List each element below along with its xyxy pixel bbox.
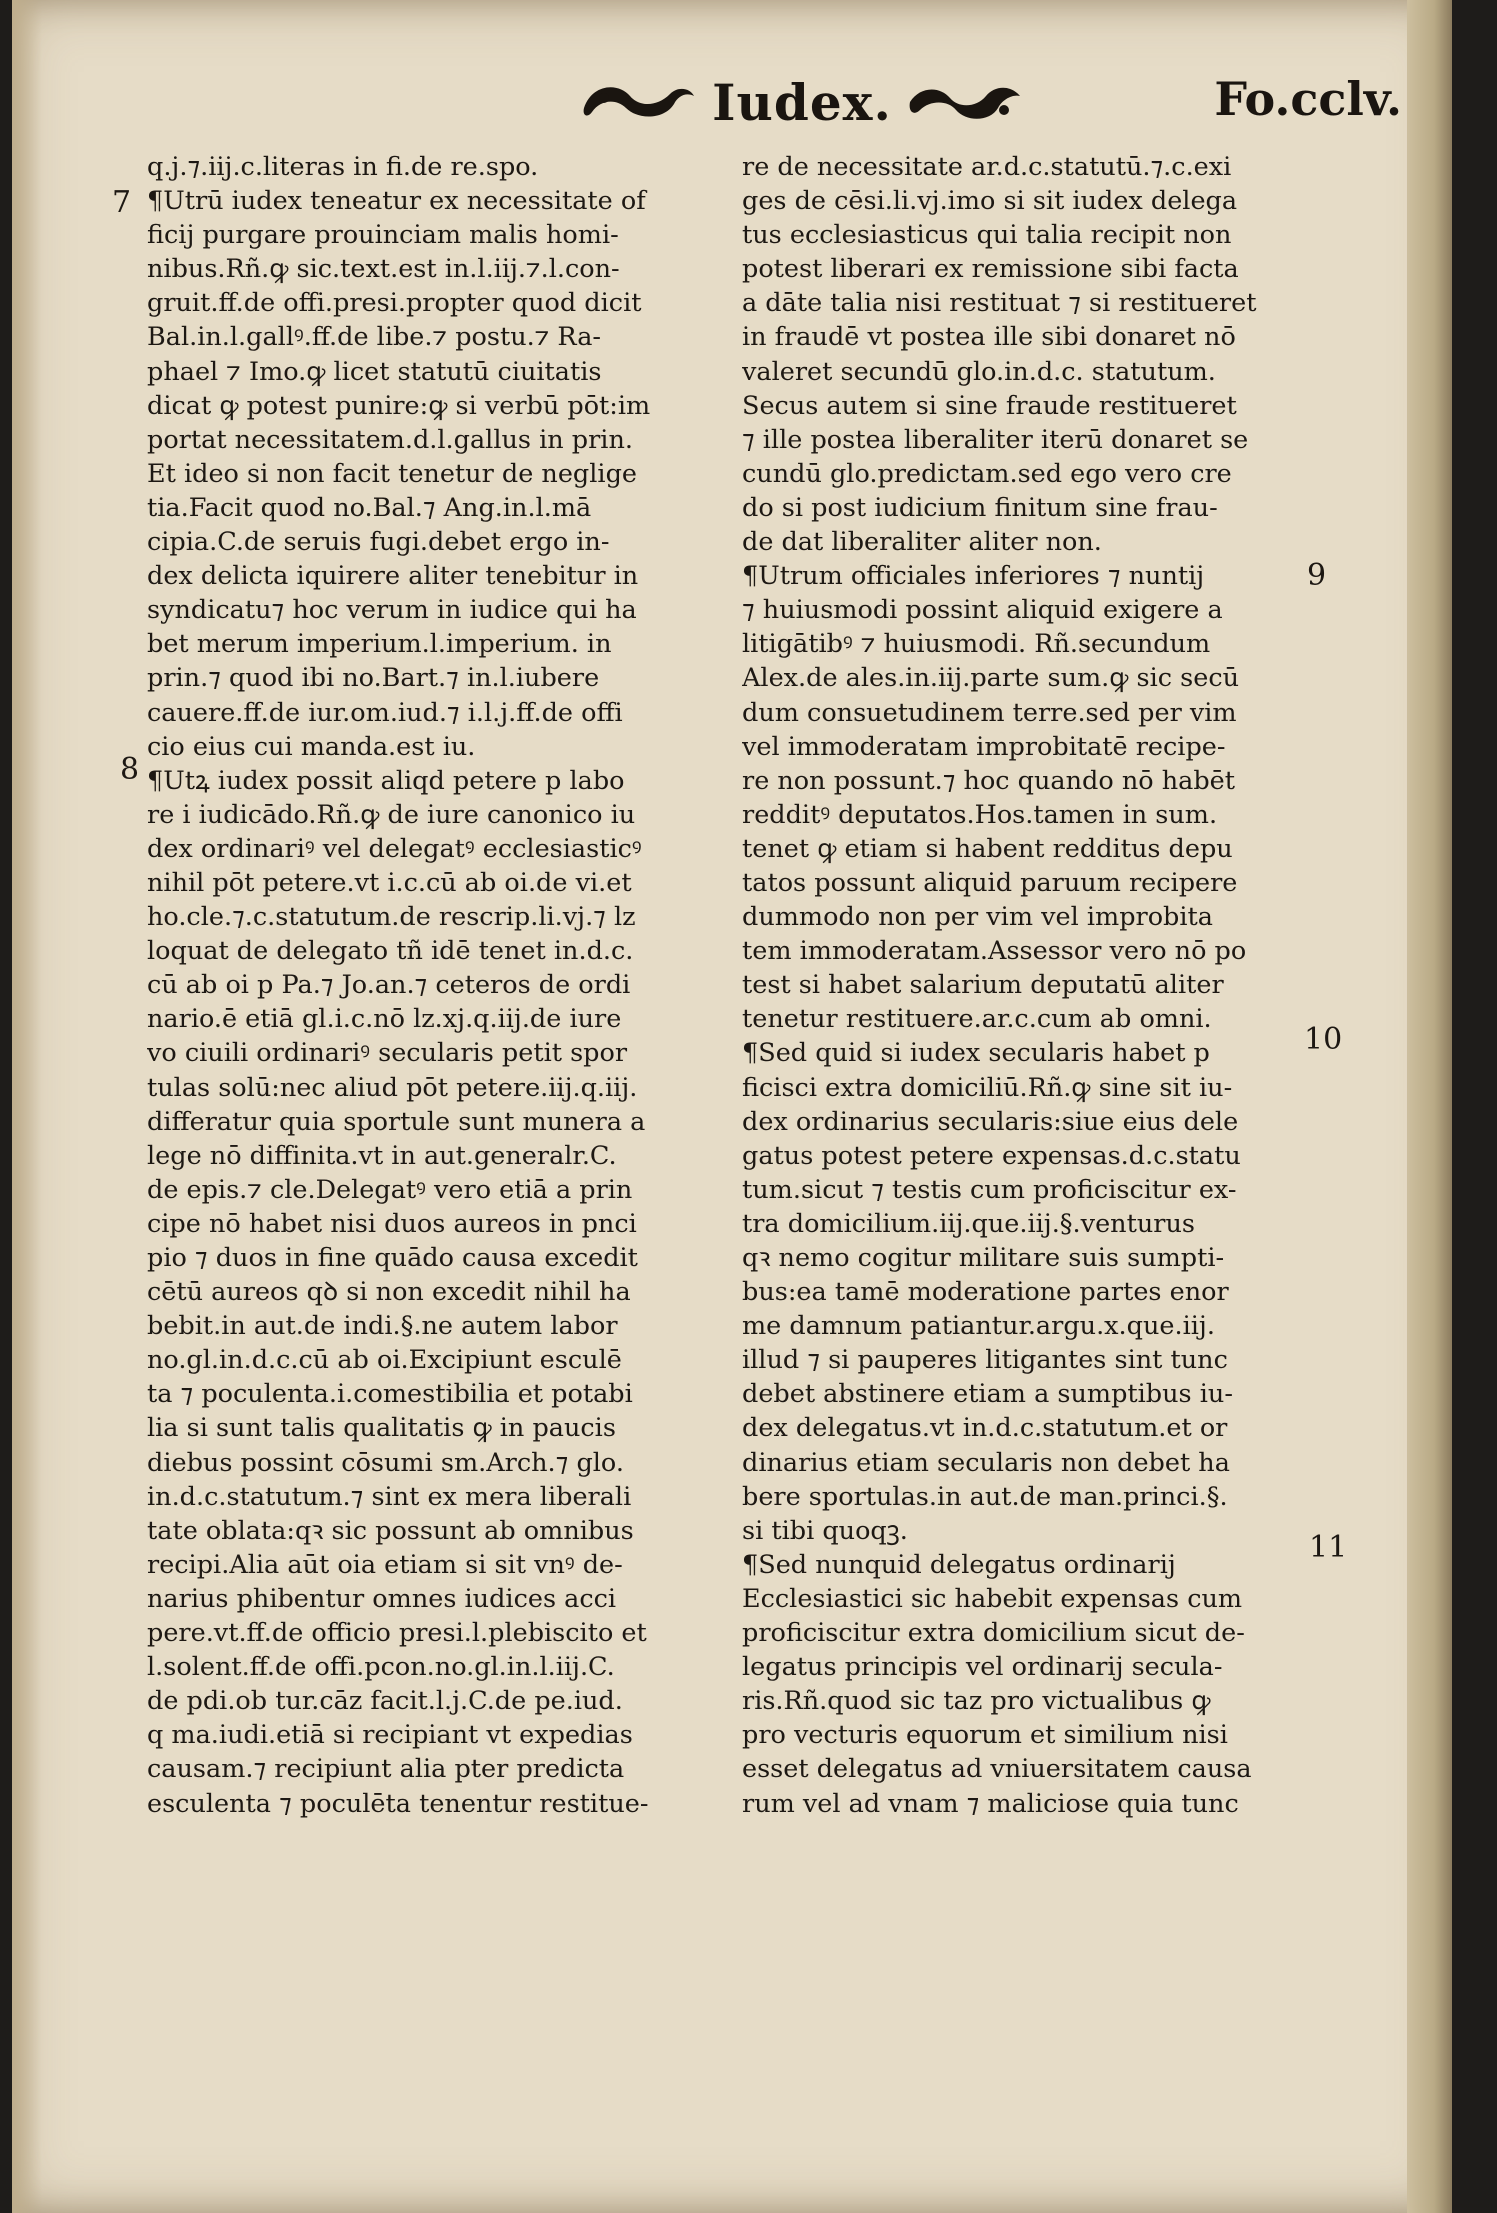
running-title <box>532 62 1072 142</box>
text-line: tus ecclesiasticus qui talia recipit non <box>742 220 1232 251</box>
text-line: potest liberari ex remissione sibi facta <box>742 254 1239 285</box>
text-line: me damnum patiantur.argu.x.que.iij. <box>742 1311 1215 1342</box>
text-line: dicat ꝙ potest punire:ꝙ si verbū pōt:im <box>147 390 651 421</box>
text-line: q ma.iudi.etiā si recipiant vt expedias <box>147 1720 633 1751</box>
text-line: bere sportulas.in aut.de man.princi.§. <box>742 1481 1228 1512</box>
running-title-text: Iudex. <box>712 72 892 132</box>
text-line: ris.Rñ.quod sic taz pro victualibus ꝙ <box>742 1686 1211 1717</box>
text-line: Alex.de ales.in.iij.parte sum.ꝙ sic secū <box>742 663 1240 694</box>
text-line: prin.⁊ quod ibi no.Bart.⁊ in.l.iubere <box>147 663 600 694</box>
text-line: vo ciuili ordinariꝰ secularis petit spor <box>147 1038 628 1069</box>
fleuron-right-icon <box>906 74 1026 130</box>
text-line: tia.Facit quod no.Bal.⁊ Ang.in.l.mā <box>147 492 592 523</box>
text-line: Ecclesiastici sic habebit expensas cum <box>742 1583 1243 1614</box>
text-line: q.j.⁊.iij.c.literas in fi.de re.spo. <box>147 152 539 182</box>
text-column-left <box>147 150 732 1821</box>
text-line: ges de cēsi.li.vj.imo si sit iudex delega <box>742 186 1238 217</box>
text-line: dex ordinarius secularis:siue eius dele <box>742 1106 1239 1137</box>
text-line: Secus autem si sine fraude restitueret <box>742 390 1237 421</box>
page-header <box>532 62 1402 152</box>
text-line: ¶Utrū iudex teneatur ex necessitate of <box>147 186 646 217</box>
text-line: de epis.⁊ cle.Delegatꝰ vero etiā a prin <box>147 1174 633 1205</box>
text-line: portat necessitatem.d.l.gallus in prin. <box>147 424 633 455</box>
text-line: dummodo non per vim vel improbita <box>742 902 1213 933</box>
text-line: cio eius cui manda.est iu. <box>147 731 476 762</box>
text-line: l.solent.ff.de offi.pcon.no.gl.in.l.iij.C. <box>147 1652 615 1683</box>
text-line: bet merum imperium.l.imperium. in <box>147 629 612 660</box>
text-line: lege nō diffinita.vt in aut.generalr.C. <box>147 1140 617 1171</box>
text-line: ta ⁊ poculenta.i.comestibilia et potabi <box>147 1379 633 1410</box>
text-line: in fraudē vt postea ille sibi donaret nō <box>742 322 1236 353</box>
marginal-number-11: 11 <box>1309 1530 1348 1565</box>
text-line: ho.cle.⁊.c.statutum.de rescrip.li.vj.⁊ lz <box>147 902 636 933</box>
text-line: dinarius etiam secularis non debet ha <box>742 1447 1230 1478</box>
text-column-right <box>742 150 1327 1821</box>
text-line: ¶Sed nunquid delegatus ordinarij <box>742 1549 1176 1580</box>
marginal-number-10: 10 <box>1304 1022 1343 1057</box>
text-line: diebus possint cōsumi sm.Arch.⁊ glo. <box>147 1447 624 1478</box>
text-line: ¶Utrum officiales inferiores ⁊ nuntij <box>742 561 1205 592</box>
text-line: litigātibꝰ ⁊ huiusmodi. Rñ.secundum <box>742 629 1211 660</box>
text-line: recipi.Alia aūt oia etiam si sit vnꝰ de- <box>147 1549 623 1580</box>
text-line: rum vel ad vnam ⁊ maliciose quia tunc <box>742 1788 1239 1819</box>
marginal-number-8: 8 <box>120 752 140 787</box>
text-line: dex delicta iquirere aliter tenebitur in <box>147 561 639 592</box>
text-line: bebit.in aut.de indi.§.ne autem labor <box>147 1311 618 1342</box>
text-line: dum consuetudinem terre.sed per vim <box>742 697 1237 728</box>
text-line: ⁊ huiusmodi possint aliquid exigere a <box>742 595 1223 626</box>
text-line: legatus principis vel ordinarij secula- <box>742 1652 1223 1683</box>
text-line: proficiscitur extra domicilium sicut de- <box>742 1618 1245 1649</box>
text-line: causam.⁊ recipiunt alia pter predicta <box>147 1754 625 1785</box>
text-line: dex delegatus.vt in.d.c.statutum.et or <box>742 1413 1228 1444</box>
text-line: dex ordinariꝰ vel delegatꝰ ecclesiasticꝰ <box>147 833 642 864</box>
text-line: gruit.ff.de offi.presi.propter quod dicit <box>147 288 642 319</box>
text-line: nibus.Rñ.ꝙ sic.text.est in.l.iij.⁊.l.con- <box>147 254 620 285</box>
text-line: lia si sunt talis qualitatis ꝙ in paucis <box>147 1413 616 1444</box>
text-line: pro vecturis equorum et similium nisi <box>742 1720 1228 1751</box>
text-line: Bal.in.l.gallꝰ.ff.de libe.⁊ postu.⁊ Ra- <box>147 322 602 353</box>
text-line: test si habet salarium deputatū aliter <box>742 970 1224 1001</box>
text-line: nihil pōt petere.vt i.c.cū ab oi.de vi.et <box>147 867 632 898</box>
text-line: do si post iudicium finitum sine frau- <box>742 492 1218 523</box>
text-line: esset delegatus ad vniuersitatem causa <box>742 1754 1252 1785</box>
text-line: gatus potest petere expensas.d.c.statu <box>742 1140 1241 1171</box>
text-line: phael ⁊ Imo.ꝙ licet statutū ciuitatis <box>147 356 602 387</box>
text-line: vel immoderatam improbitatē recipe- <box>742 731 1226 762</box>
text-line: debet abstinere etiam a sumptibus iu- <box>742 1379 1233 1410</box>
text-line: loquat de delegato tñ idē tenet in.d.c. <box>147 936 634 967</box>
text-line: cipe nō habet nisi duos aureos in pnci <box>147 1208 637 1239</box>
text-line: de dat liberaliter aliter non. <box>742 527 1102 558</box>
text-line: differatur quia sportule sunt munera a <box>147 1106 646 1137</box>
text-line: cauere.ff.de iur.om.iud.⁊ i.l.j.ff.de offi <box>147 697 623 728</box>
text-line: re i iudicādo.Rñ.ꝙ de iure canonico iu <box>147 799 636 830</box>
text-line: pio ⁊ duos in fine quādo causa excedit <box>147 1243 638 1273</box>
text-line: syndicatu⁊ hoc verum in iudice qui ha <box>147 595 637 626</box>
text-line: bus:ea tamē moderatione partes enor <box>742 1277 1229 1308</box>
text-line: nario.ē etiā gl.i.c.nō lz.xj.q.iij.de iure <box>147 1004 622 1035</box>
text-line: qꝛ nemo cogitur militare suis sumpti- <box>742 1243 1225 1273</box>
text-line: tate oblata:qꝛ sic possunt ab omnibus <box>147 1515 634 1546</box>
text-line: tem immoderatam.Assessor vero nō po <box>742 936 1247 967</box>
text-line: no.gl.in.d.c.cū ab oi.Excipiunt esculē <box>147 1345 622 1376</box>
text-line: tulas solū:nec aliud pōt petere.iij.q.iij. <box>147 1072 638 1103</box>
text-line: tum.sicut ⁊ testis cum proficiscitur ex- <box>742 1174 1237 1205</box>
text-line: ¶Sed quid si iudex secularis habet p <box>742 1038 1210 1069</box>
text-line: pere.vt.ff.de officio presi.l.plebiscito et <box>147 1618 647 1649</box>
text-line: redditꝰ deputatos.Hos.tamen in sum. <box>742 799 1218 830</box>
marginal-number-7: 7 <box>112 185 132 220</box>
text-line: cētū aureos qꝺ si non excedit nihil ha <box>147 1277 631 1308</box>
text-line: re de necessitate ar.d.c.statutū.⁊.c.exi <box>742 152 1232 182</box>
text-line: illud ⁊ si pauperes litigantes sint tunc <box>742 1345 1228 1376</box>
text-line: re non possunt.⁊ hoc quando nō habēt <box>742 765 1236 796</box>
text-line: narius phibentur omnes iudices acci <box>147 1583 617 1614</box>
page-edge <box>1407 0 1452 2213</box>
text-line: tra domicilium.iij.que.iij.§.venturus <box>742 1208 1195 1239</box>
gutter-shadow <box>12 0 42 2213</box>
text-line: a dāte talia nisi restituat ⁊ si restitueret <box>742 288 1257 319</box>
text-line: si tibi quoqꝫ. <box>742 1515 908 1546</box>
text-line: de pdi.ob tur.cāz facit.l.j.C.de pe.iud. <box>147 1686 623 1717</box>
text-line: tenetur restituere.ar.c.cum ab omni. <box>742 1004 1212 1035</box>
text-line: cipia.C.de seruis fugi.debet ergo in- <box>147 527 610 558</box>
text-line: cundū glo.predictam.sed ego vero cre <box>742 458 1232 489</box>
text-line: ⁊ ille postea liberaliter iterū donaret se <box>742 424 1249 455</box>
text-line: esculenta ⁊ poculēta tenentur restitue- <box>147 1788 649 1819</box>
text-line: tatos possunt aliquid paruum recipere <box>742 867 1238 898</box>
text-line: cū ab oi p Pa.⁊ Jo.an.⁊ ceteros de ordi <box>147 970 631 1001</box>
text-line: ficij purgare prouinciam malis homi- <box>147 220 619 251</box>
text-line: Et ideo si non facit tenetur de neglige <box>147 458 637 489</box>
book-page <box>12 0 1452 2213</box>
text-line: ¶Utꝝ iudex possit aliqd petere p labo <box>147 765 625 796</box>
folio-number: Fo.cclv. <box>1214 72 1402 126</box>
text-line: ficisci extra domiciliū.Rñ.ꝙ sine sit iu- <box>742 1072 1233 1103</box>
fleuron-left-icon <box>578 74 698 130</box>
marginal-number-9: 9 <box>1307 558 1327 593</box>
text-line: valeret secundū glo.in.d.c. statutum. <box>742 356 1216 387</box>
text-line: tenet ꝙ etiam si habent redditus depu <box>742 833 1233 864</box>
text-line: in.d.c.statutum.⁊ sint ex mera liberali <box>147 1481 632 1512</box>
